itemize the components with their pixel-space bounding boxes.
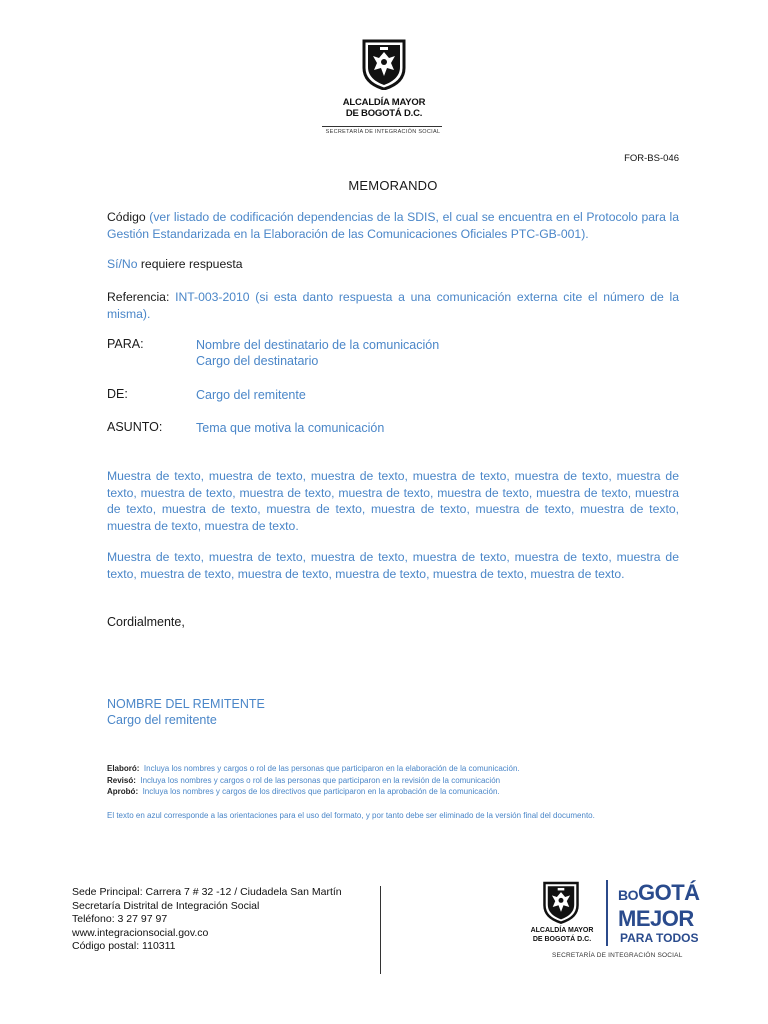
para-label: PARA: (107, 337, 144, 351)
codigo-label: Código (107, 210, 146, 224)
para-recipient-name: Nombre del destinatario de la comunicación (196, 338, 440, 352)
footer-website[interactable]: www.integracionsocial.gov.co (72, 926, 209, 939)
approval-label: Aprobó: (107, 787, 139, 796)
bogota-small: BO (618, 887, 638, 903)
footer-address (72, 886, 342, 954)
codigo-block (107, 209, 679, 242)
para-todos-wordmark: PARA TODOS (620, 931, 699, 945)
de-value: Cargo del remitente (196, 388, 306, 402)
bogota-big: GOTÁ (638, 880, 700, 905)
header-alcaldia-line2: DE BOGOTÁ D.C. (345, 108, 423, 119)
para-recipient-role: Cargo del destinatario (196, 354, 319, 368)
header-divider (322, 126, 442, 127)
footer-address-line: Teléfono: 3 27 97 97 (72, 913, 168, 925)
asunto-value: Tema que motiva la comunicación (196, 421, 385, 435)
footer-address-line: Código postal: 110311 (72, 940, 176, 952)
approval-reviso (107, 775, 679, 787)
body-paragraph-2: Muestra de texto, muestra de texto, muestra de texto, muestra de texto, muestra de texto, muestra de texto, muestra de texto, muestra de texto, muestra de texto, muestra de texto, muestra de texto. (107, 550, 679, 581)
form-code: FOR-BS-046 (624, 153, 679, 164)
signature-role: Cargo del remitente (107, 713, 217, 727)
document-title: MEMORANDO (348, 178, 438, 193)
footer-address-line: Secretaría Distrital de Integración Social (72, 899, 260, 912)
footer-divider (380, 886, 381, 974)
de-label: DE: (107, 387, 128, 401)
respuesta-text: requiere respuesta (140, 257, 243, 271)
footer-logo-divider (606, 880, 608, 946)
asunto-label: ASUNTO: (107, 420, 163, 434)
bogota-wordmark (618, 880, 700, 906)
footer-alcaldia (527, 926, 597, 944)
referencia-block (107, 289, 679, 322)
approval-aprobo (107, 786, 679, 798)
respuesta-block (107, 256, 679, 273)
referencia-value: INT-003-2010 (si esta danto respuesta a una comunicación externa cite el número de la misma). (107, 290, 680, 321)
approval-text: Incluya los nombres y cargos o rol de las personas que participaron en la revisión de la comunicación (140, 776, 501, 785)
header-logo (323, 38, 445, 119)
mejor-wordmark: MEJOR (618, 906, 694, 931)
codigo-hint: (ver listado de codificación dependencias de la SDIS, el cual se encuentra en el Protocolo para la Gestión Estandarizada en la Elaboración de las Comunicaciones Oficiales PTC-GB-001). (107, 210, 679, 241)
approval-text: Incluya los nombres y cargos o rol de las personas que participaron en la elaboración de la comunicación. (143, 764, 520, 773)
coat-of-arms-icon (361, 38, 407, 90)
closing: Cordialmente, (107, 615, 185, 629)
guidance-note: El texto en azul corresponde a las orientaciones para el uso del formato, y por tanto debe ser eliminado de la versión final del documento. (107, 811, 595, 820)
referencia-label: Referencia: (107, 290, 170, 304)
footer-alcaldia-line2: DE BOGOTÁ D.C. (532, 936, 592, 943)
approval-elaboro (107, 763, 679, 775)
approval-text: Incluya los nombres y cargos de los directivos que participaron en la aprobación de la comunicación. (142, 787, 500, 796)
signature-name: NOMBRE DEL REMITENTE (107, 697, 265, 711)
footer-secretaria: SECRETARÍA DE INTEGRACIÓN SOCIAL (552, 952, 683, 959)
approval-label: Revisó: (107, 776, 136, 785)
header-alcaldia-line1: ALCALDÍA MAYOR (342, 97, 426, 108)
footer-alcaldia-line1: ALCALDÍA MAYOR (530, 927, 594, 934)
body-paragraph-1: Muestra de texto, muestra de texto, muestra de texto, muestra de texto, muestra de texto, muestra de texto, muestra de texto, muestra de texto, muestra de texto, muestra de texto, muestra de texto, muestra de texto, muestra de texto, muestra de texto, muestra de texto, muestra de texto, muestra de texto, muestra de texto, muestra de texto. (107, 469, 679, 533)
footer-address-line: Sede Principal: Carrera 7 # 32 -12 / Ciudadela San Martín (72, 886, 342, 898)
respuesta-option: Sí/No (107, 257, 138, 271)
approval-label: Elaboró: (107, 764, 140, 773)
header-secretaria: SECRETARÍA DE INTEGRACIÓN SOCIAL (325, 129, 441, 135)
footer-coat-of-arms-icon (542, 880, 580, 924)
